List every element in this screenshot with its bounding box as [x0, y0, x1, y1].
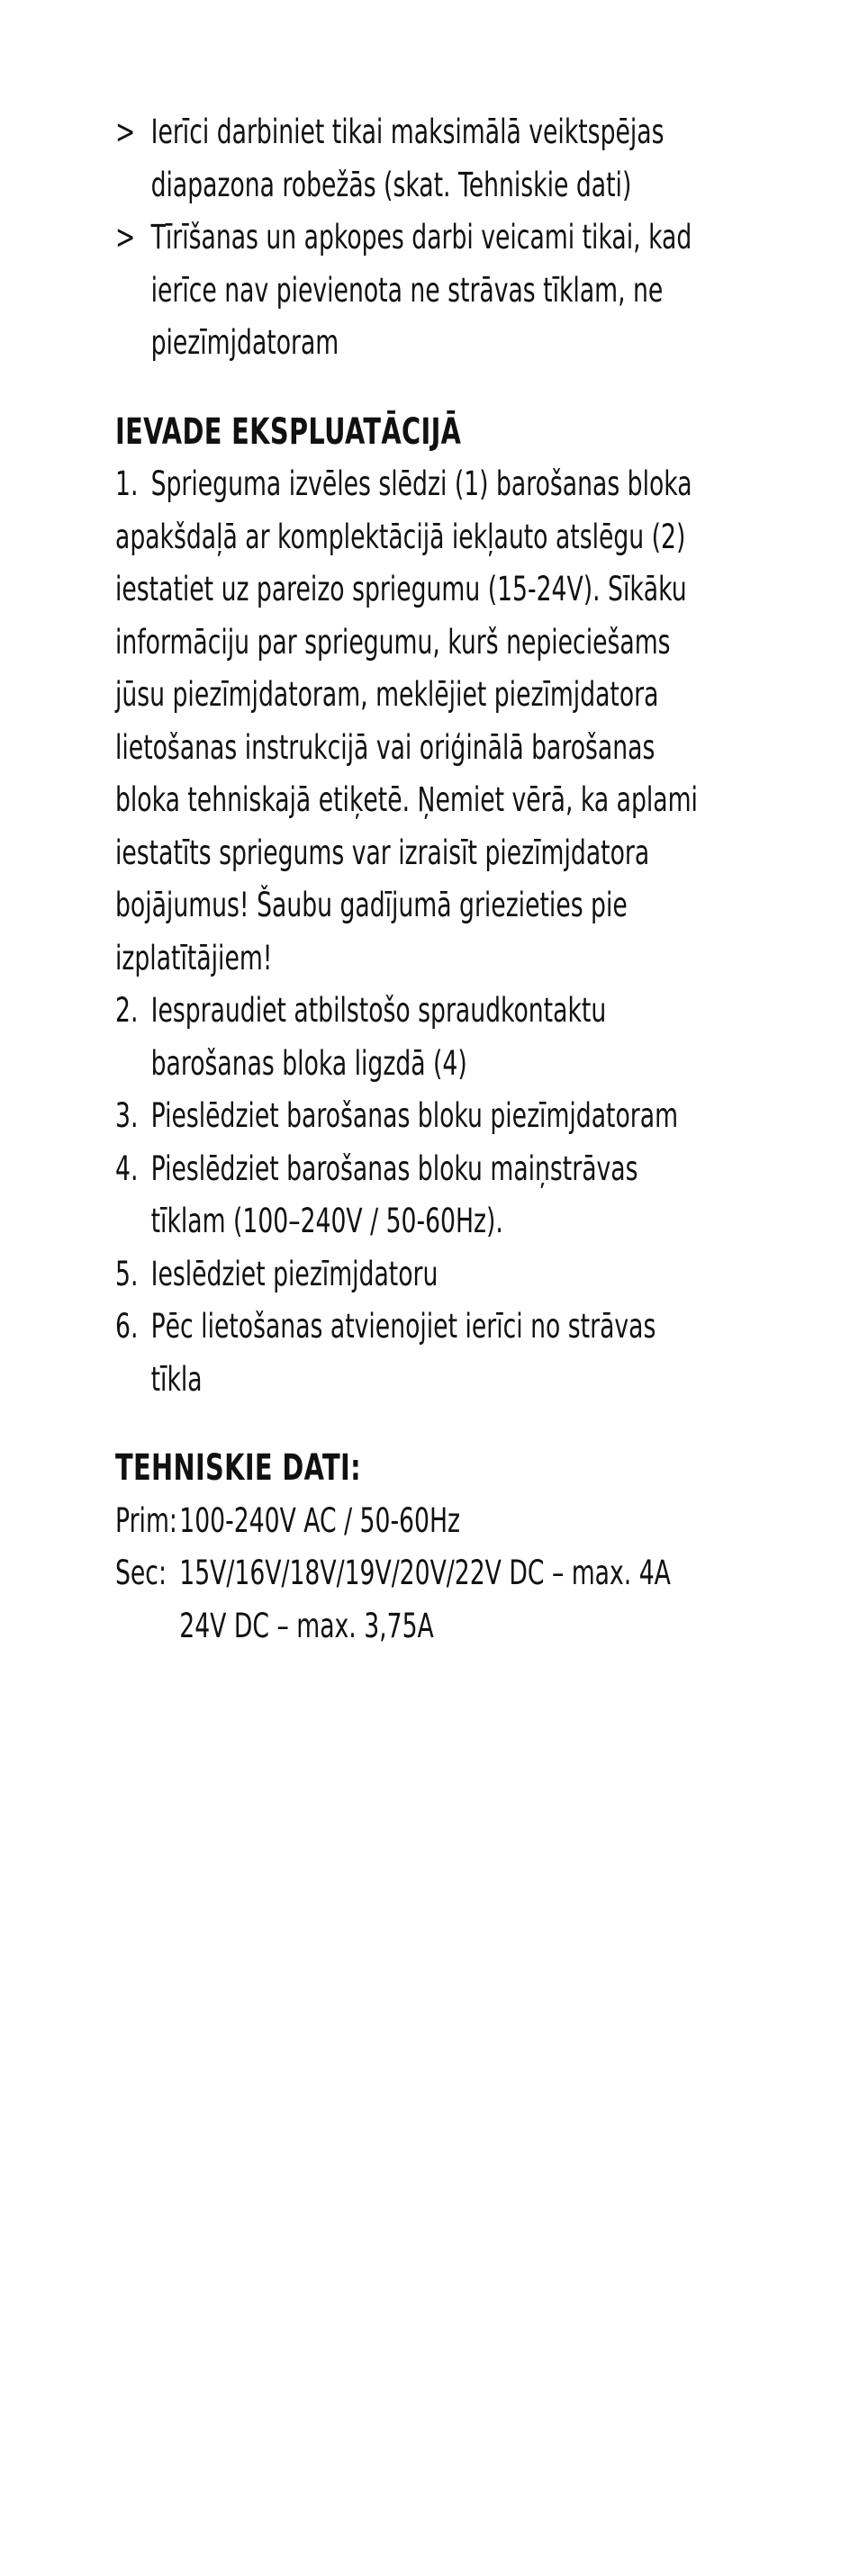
spec-value: 15V/16V/18V/19V/20V/22V DC – max. 4A	[179, 1554, 671, 1592]
list-item	[115, 1143, 764, 1248]
text-line: izplatītājiem!	[115, 938, 273, 977]
text-line: piezīmjdatoram	[150, 323, 339, 362]
steps-list	[115, 458, 764, 1406]
spec-label: Prim:	[115, 1500, 177, 1540]
step-number: 5.	[115, 1254, 139, 1293]
safety-notes	[115, 106, 764, 370]
spec-row-prim	[115, 1495, 764, 1548]
text-line: Ieslēdziet piezīmjdatoru	[150, 1254, 439, 1293]
bullet-marker: >	[115, 113, 136, 151]
text-line: iestatīts spriegums var izraisīt piezīmjdatora	[115, 833, 650, 872]
text-line: Ierīci darbiniet tikai maksimālā veiktspējas	[150, 113, 665, 151]
text-line: Pieslēdziet barošanas bloku maiņstrāvas	[150, 1148, 638, 1188]
text-line: iestatiet uz pareizo spriegumu (15-24V). Sīkāku	[115, 570, 687, 608]
text-line: jūsu piezīmjdatoram, meklējiet piezīmjdatora	[115, 675, 659, 714]
list-item	[115, 1090, 764, 1143]
bullet-marker: >	[115, 218, 136, 257]
spec-value: 100-240V AC / 50-60Hz	[179, 1500, 460, 1540]
text-line: bloka tehniskajā etiķetē. Ņemiet vērā, ka aplami	[115, 780, 698, 819]
text-line: lietošanas instrukcijā vai oriģinālā barošanas	[115, 727, 656, 767]
text-line: Iespraudiet atbilstošo spraudkontaktu	[150, 991, 607, 1030]
text-line: Sprieguma izvēles slēdzi (1) barošanas bloka	[150, 464, 692, 503]
section-heading: TEHNISKIE DATI:	[115, 1447, 361, 1489]
step-number: 1.	[115, 464, 139, 503]
manual-page	[115, 106, 764, 1653]
text-line: barošanas bloka ligzdā (4)	[150, 1043, 467, 1083]
step-number: 6.	[115, 1307, 139, 1346]
spec-label: Sec:	[115, 1554, 167, 1592]
list-item	[115, 1248, 764, 1302]
section-heading: IEVADE EKSPLUATĀCIJĀ	[115, 410, 462, 453]
list-item	[115, 985, 764, 1090]
text-line: Tīrīšanas un apkopes darbi veicami tikai, kad	[150, 218, 692, 257]
text-line: ierīce nav pievienota ne strāvas tīklam, ne	[150, 270, 664, 310]
step-number: 3.	[115, 1096, 139, 1135]
technical-section	[115, 1442, 764, 1653]
list-item	[115, 106, 764, 212]
text-line: informāciju par spriegumu, kurš nepieciešams	[115, 622, 671, 662]
text-line: Pēc lietošanas atvienojiet ierīci no strāvas	[150, 1307, 656, 1346]
text-line: bojājumus! Šaubu gadījumā griezieties pie	[115, 886, 628, 924]
text-line: apakšdaļā ar komplektācijā iekļauto atslēgu (2)	[115, 517, 686, 556]
list-item	[115, 458, 764, 985]
list-item	[115, 212, 764, 370]
step-number: 2.	[115, 991, 139, 1030]
text-line: Pieslēdziet barošanas bloku piezīmjdatoram	[150, 1096, 679, 1135]
step-number: 4.	[115, 1148, 139, 1188]
text-line: tīkla	[150, 1359, 203, 1399]
list-item	[115, 1301, 764, 1406]
text-line: tīklam (100–240V / 50-60Hz).	[150, 1202, 503, 1240]
spec-row-sec	[115, 1547, 764, 1653]
spec-value: 24V DC – max. 3,75A	[179, 1606, 434, 1645]
text-line: diapazona robežās (skat. Tehniskie dati)	[150, 165, 632, 204]
operation-section	[115, 406, 764, 1407]
